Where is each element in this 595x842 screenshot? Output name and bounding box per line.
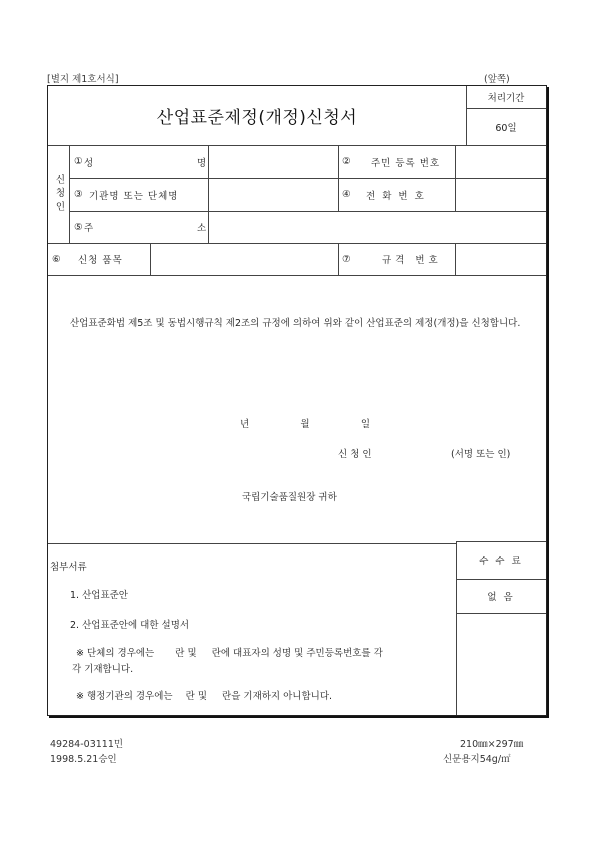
paper-size: 210㎜×297㎜	[460, 739, 524, 750]
fee-value: 없 음	[487, 592, 515, 603]
note2-text: ※ 행정기관의 경우에는	[76, 691, 173, 702]
processing-period-label: 처리기간	[487, 93, 525, 104]
form-title: 산업표준제정(개정)신청서	[156, 108, 358, 128]
processing-period-value: 60일	[495, 122, 517, 134]
resident-number-index: ②	[342, 156, 351, 167]
spec-field[interactable]	[456, 244, 545, 274]
name-field[interactable]	[209, 146, 337, 177]
resident-number-field[interactable]	[456, 146, 545, 177]
address-label-a: 주	[84, 223, 94, 234]
form-number: [별지 제1호서식]	[47, 74, 119, 85]
applicant-section-label: 신청인	[53, 173, 65, 215]
phone-index: ④	[342, 189, 351, 200]
resident-number-label: 주민 등록 번호	[371, 157, 441, 169]
approval-date: 1998.5.21승인	[50, 754, 117, 765]
attachment-item: 1. 산업표준안	[70, 590, 128, 601]
attachments-title: 첨부서류	[50, 562, 87, 573]
application-form	[47, 85, 547, 716]
phone-field[interactable]	[456, 179, 545, 210]
spec-label: 규격 번호	[382, 255, 442, 266]
signature-note: (서명 또는 인)	[451, 449, 511, 460]
item-index: ⑥	[52, 253, 61, 265]
note1-continuation: 각 기재합니다.	[72, 664, 134, 675]
name-number: ①	[74, 156, 83, 167]
date-day: 일	[360, 419, 370, 430]
signature-area[interactable]	[456, 458, 526, 470]
note1-text: ※ 단체의 경우에는	[76, 648, 155, 659]
address-number: ⑤	[74, 221, 83, 233]
note2-text: 란 및	[185, 691, 207, 702]
application-statement: 산업표준화법 제5조 및 동법시행규칙 제2조의 규정에 의하여 위와 같이 산업표준의 제정(개정)을 신청합니다.	[70, 318, 521, 329]
fee-label: 수 수 료	[479, 556, 523, 567]
note1-text: 란 및	[175, 648, 197, 659]
paper-type: 신문용지54g/㎡	[443, 754, 511, 765]
org-label: 기관명 또는 단체명	[89, 190, 179, 202]
page-side-label: (앞쪽)	[484, 74, 510, 85]
phone-label: 전 화 번 호	[366, 190, 426, 202]
note2-text: 란을 기재하지 아니합니다.	[222, 691, 333, 702]
item-field[interactable]	[151, 244, 337, 274]
name-label-b: 명	[197, 157, 207, 169]
addressee: 국립기술품질원장 귀하	[242, 492, 337, 503]
signature-label: 신 청 인	[338, 449, 372, 460]
address-label-b: 소	[197, 223, 207, 234]
date-month: 월	[300, 419, 310, 430]
name-label-a: 성	[84, 157, 94, 169]
item-label: 신청 품목	[78, 255, 123, 266]
spec-index: ⑦	[342, 253, 351, 265]
address-field[interactable]	[209, 212, 545, 242]
date-year: 년	[240, 419, 250, 430]
form-code: 49284-03111민	[50, 739, 124, 750]
org-field[interactable]	[209, 179, 337, 210]
note1-text: 란에 대표자의 성명 및 주민등록번호를 각	[211, 648, 383, 659]
attachment-item: 2. 산업표준안에 대한 설명서	[70, 620, 190, 631]
org-number: ③	[74, 189, 83, 200]
